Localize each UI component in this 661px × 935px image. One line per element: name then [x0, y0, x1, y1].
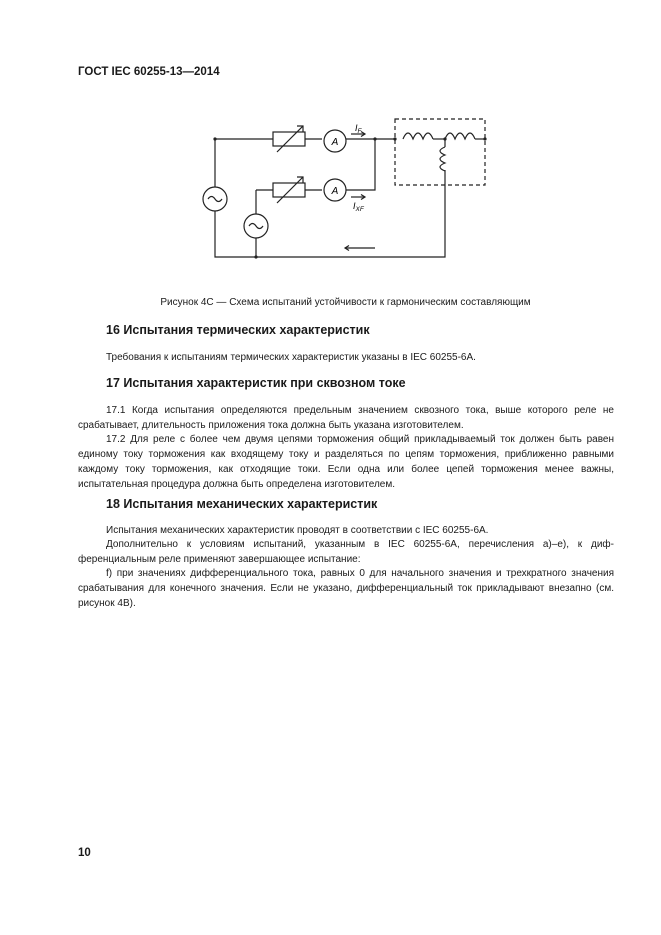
variable-resistor-bottom — [273, 183, 305, 197]
section-18-paragraph-1: Испытания механических характеристик проводят в соответствии с IEC 60255-6A. — [106, 525, 489, 536]
ammeter-bottom-label: A — [331, 186, 339, 197]
figure-caption: Рисунок 4С — Схема испытаний устойчивости к гармоническим составляющим — [160, 297, 531, 308]
circuit-diagram — [195, 107, 495, 267]
operating-coil — [440, 147, 445, 171]
section-18-title: 18 Испытания механических характеристик — [106, 497, 378, 511]
current-top-label: $I_F$ — [355, 123, 362, 135]
section-18-paragraph-3: f) при значениях дифференциального тока, равных 0 для начального значения и трехкратного значения срабатывания для конечного значения. Если не указано, дифференциальный ток прикладывают внезапно (см. рисунок 4B). — [78, 568, 614, 609]
section-17-paragraph-1: 17.1 Когда испытания определяются предельным значением сквозного тока, выше которого реле не срабатывает, длительность приложения тока должна быть указана изготовителем. — [78, 405, 614, 431]
variable-resistor-top — [273, 132, 305, 146]
section-16-title: 16 Испытания термических характеристик — [106, 323, 370, 337]
section-16-paragraph: Требования к испытаниям термических характеристик указаны в IEC 60255-6A. — [106, 352, 476, 363]
restraint-coil-2 — [445, 133, 475, 139]
section-18-paragraph-2: Дополнительно к условиям испытаний, указанным в IEC 60255-6A, перечисления а)–е), к дифференциальным реле применяют завершающее испытание: — [78, 539, 614, 565]
page-number: 10 — [78, 847, 91, 859]
section-17-paragraph-2: 17.2 Для реле с более чем двумя цепями торможения общий прикладываемый ток должен быть равен единому току торможения как входящему току и разделяться по цепям торможения, приближенно равными каждому току торможения, как отходящие токи. Если одна или более цепей торможения менее важны, испытательная процедура должна быть определена изготовителем. — [78, 434, 614, 490]
restraint-coil-1 — [403, 133, 433, 139]
document-header: ГОСТ IEC 60255-13—2014 — [78, 66, 220, 78]
ammeter-top-label: A — [331, 137, 339, 148]
current-bottom-label: $I_{XF}$ — [353, 201, 364, 213]
section-17-title: 17 Испытания характеристик при сквозном токе — [106, 376, 406, 390]
